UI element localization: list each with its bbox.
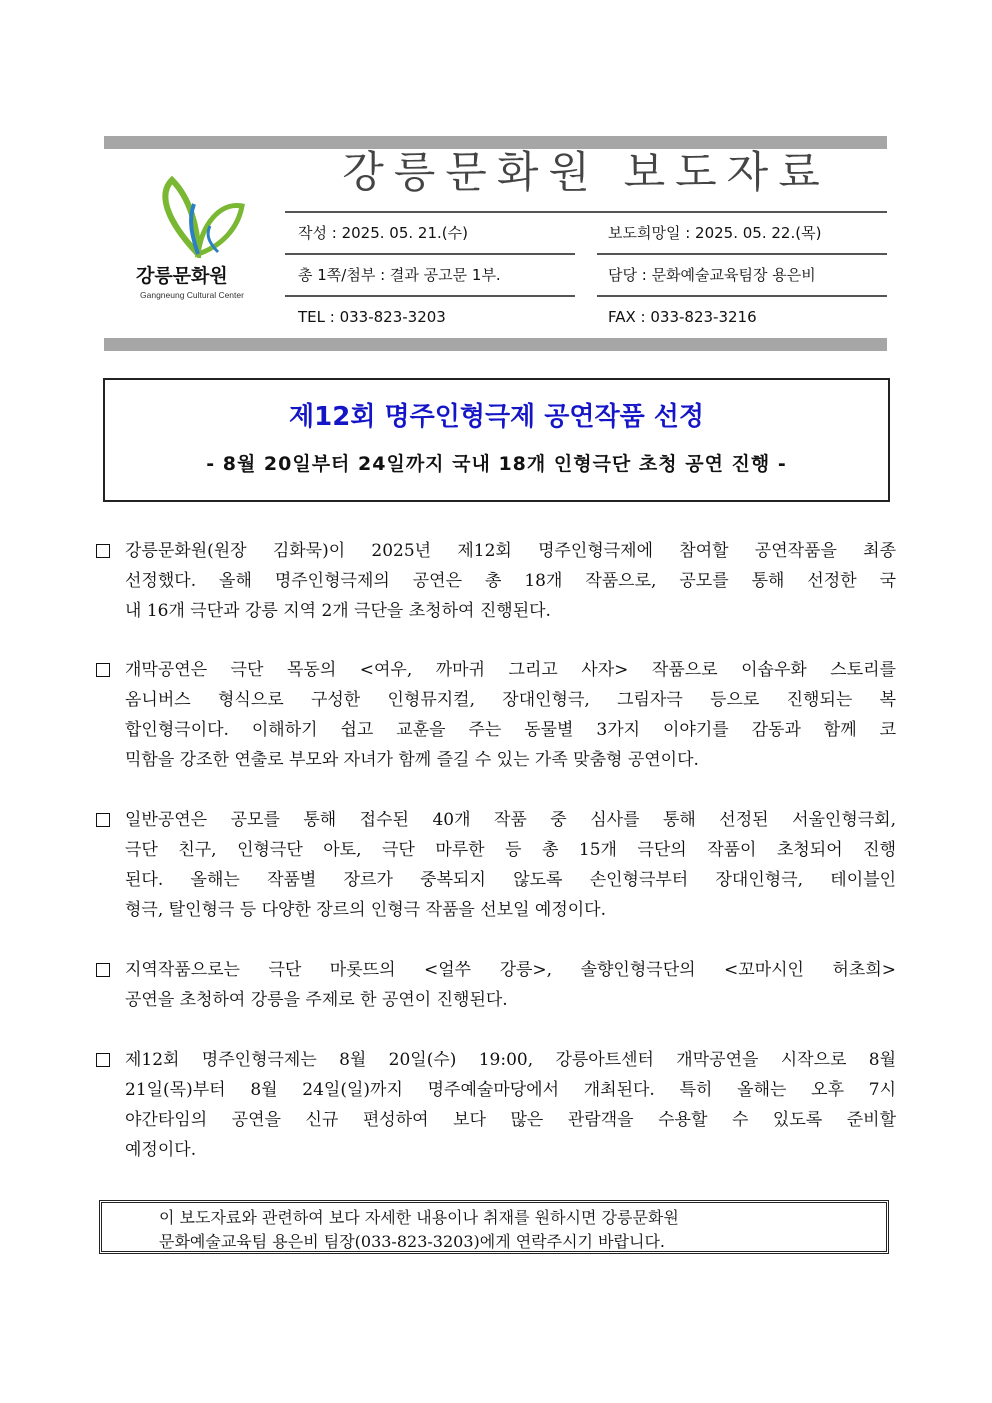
paragraph-line: 된다. 올해는 작품별 장르가 중복되지 않도록 손인형극부터 장대인형극, 테이블인 <box>125 870 896 890</box>
paragraph-line: 내 16개 극단과 강릉 지역 2개 극단을 초청하여 진행된다. <box>125 601 551 621</box>
paragraph-line: 믹함을 강조한 연출로 부모와 자녀가 함께 즐길 수 있는 가족 맞춤형 공연이다. <box>125 750 699 770</box>
checkbox-bullet-icon <box>96 963 110 977</box>
logo-wordmark: 강릉문화원 <box>136 265 228 287</box>
paragraph-line: 지역작품으로는 극단 마롯뜨의 <얼쑤 강릉>, 솔향인형극단의 <꼬마시인 허초희> <box>125 960 896 980</box>
meta-divider-left-2 <box>285 295 575 297</box>
telephone: TEL : 033-823-3203 <box>298 308 446 326</box>
headline-box <box>103 378 890 502</box>
leaf-logo-icon <box>158 176 248 258</box>
contact-person: 담당 : 문화예술교육팀장 용은비 <box>608 266 816 284</box>
checkbox-bullet-icon <box>96 663 110 677</box>
paragraph-line: 야간타임의 공연을 신규 편성하여 보다 많은 관람객을 수용할 수 있도록 준비할 <box>125 1110 896 1130</box>
release-date: 보도희망일 : 2025. 05. 22.(목) <box>608 224 822 242</box>
checkbox-bullet-icon <box>96 813 110 827</box>
paragraph-line: 합인형극이다. 이해하기 쉽고 교훈을 주는 동물별 3가지 이야기를 감동과 함께 코 <box>125 720 896 740</box>
paragraph-line: 제12회 명주인형극제는 8월 20일(수) 19:00, 강릉아트센터 개막공연을 시작으로 8월 <box>125 1050 896 1070</box>
checkbox-bullet-icon <box>96 1053 110 1067</box>
meta-divider-right-1 <box>597 253 887 255</box>
notice-line-1: 이 보도자료와 관련하여 보다 자세한 내용이나 취재를 원하시면 강릉문화원 <box>159 1208 679 1227</box>
org-logo <box>136 176 261 306</box>
written-date: 작성 : 2025. 05. 21.(수) <box>298 224 468 242</box>
paragraph-line: 예정이다. <box>125 1140 197 1160</box>
paragraph-line: 선정했다. 올해 명주인형극제의 공연은 총 18개 작품으로, 공모를 통해 선정한 국 <box>125 571 896 591</box>
logo-english-name: Gangneung Cultural Center <box>140 290 244 300</box>
title-divider <box>285 211 887 213</box>
paragraph-line: 일반공연은 공모를 통해 접수된 40개 작품 중 심사를 통해 선정된 서울인형극회, <box>125 810 896 830</box>
headline-subtitle: - 8월 20일부터 24일까지 국내 18개 인형극단 초청 공연 진행 - <box>206 453 787 475</box>
meta-divider-right-2 <box>597 295 887 297</box>
paragraph-line: 극단 친구, 인형극단 아토, 극단 마루한 등 총 15개 극단의 작품이 초청되어 진행 <box>125 840 896 860</box>
notice-line-2: 문화예술교육팀 용은비 팀장(033-823-3203)에게 연락주시기 바랍니다. <box>159 1232 666 1251</box>
meta-divider-left-1 <box>285 253 575 255</box>
paragraph-line: 개막공연은 극단 목동의 <여우, 까마귀 그리고 사자> 작품으로 이솝우화 스토리를 <box>125 660 896 680</box>
paragraph-line: 형극, 탈인형극 등 다양한 장르의 인형극 작품을 선보일 예정이다. <box>125 900 607 920</box>
paragraph-line: 공연을 초청하여 강릉을 주제로 한 공연이 진행된다. <box>125 990 508 1010</box>
fax-number: FAX : 033-823-3216 <box>608 308 757 326</box>
document-title: 강릉문화원 보도자료 <box>342 148 830 198</box>
headline-title: 제12회 명주인형극제 공연작품 선정 <box>289 402 704 432</box>
contact-notice-box <box>99 1200 889 1254</box>
checkbox-bullet-icon <box>96 544 110 558</box>
page-count: 총 1쪽/첨부 : 결과 공고문 1부. <box>298 266 501 284</box>
paragraph-line: 강릉문화원(원장 김화묵)이 2025년 제12회 명주인형극제에 참여할 공연작품을 최종 <box>125 541 896 561</box>
paragraph-line: 21일(목)부터 8월 24일(일)까지 명주예술마당에서 개최된다. 특히 올해는 오후 7시 <box>125 1080 896 1100</box>
paragraph-line: 옴니버스 형식으로 구성한 인형뮤지컬, 장대인형극, 그림자극 등으로 진행되는 복 <box>125 690 896 710</box>
header-bottom-bar <box>104 338 887 351</box>
